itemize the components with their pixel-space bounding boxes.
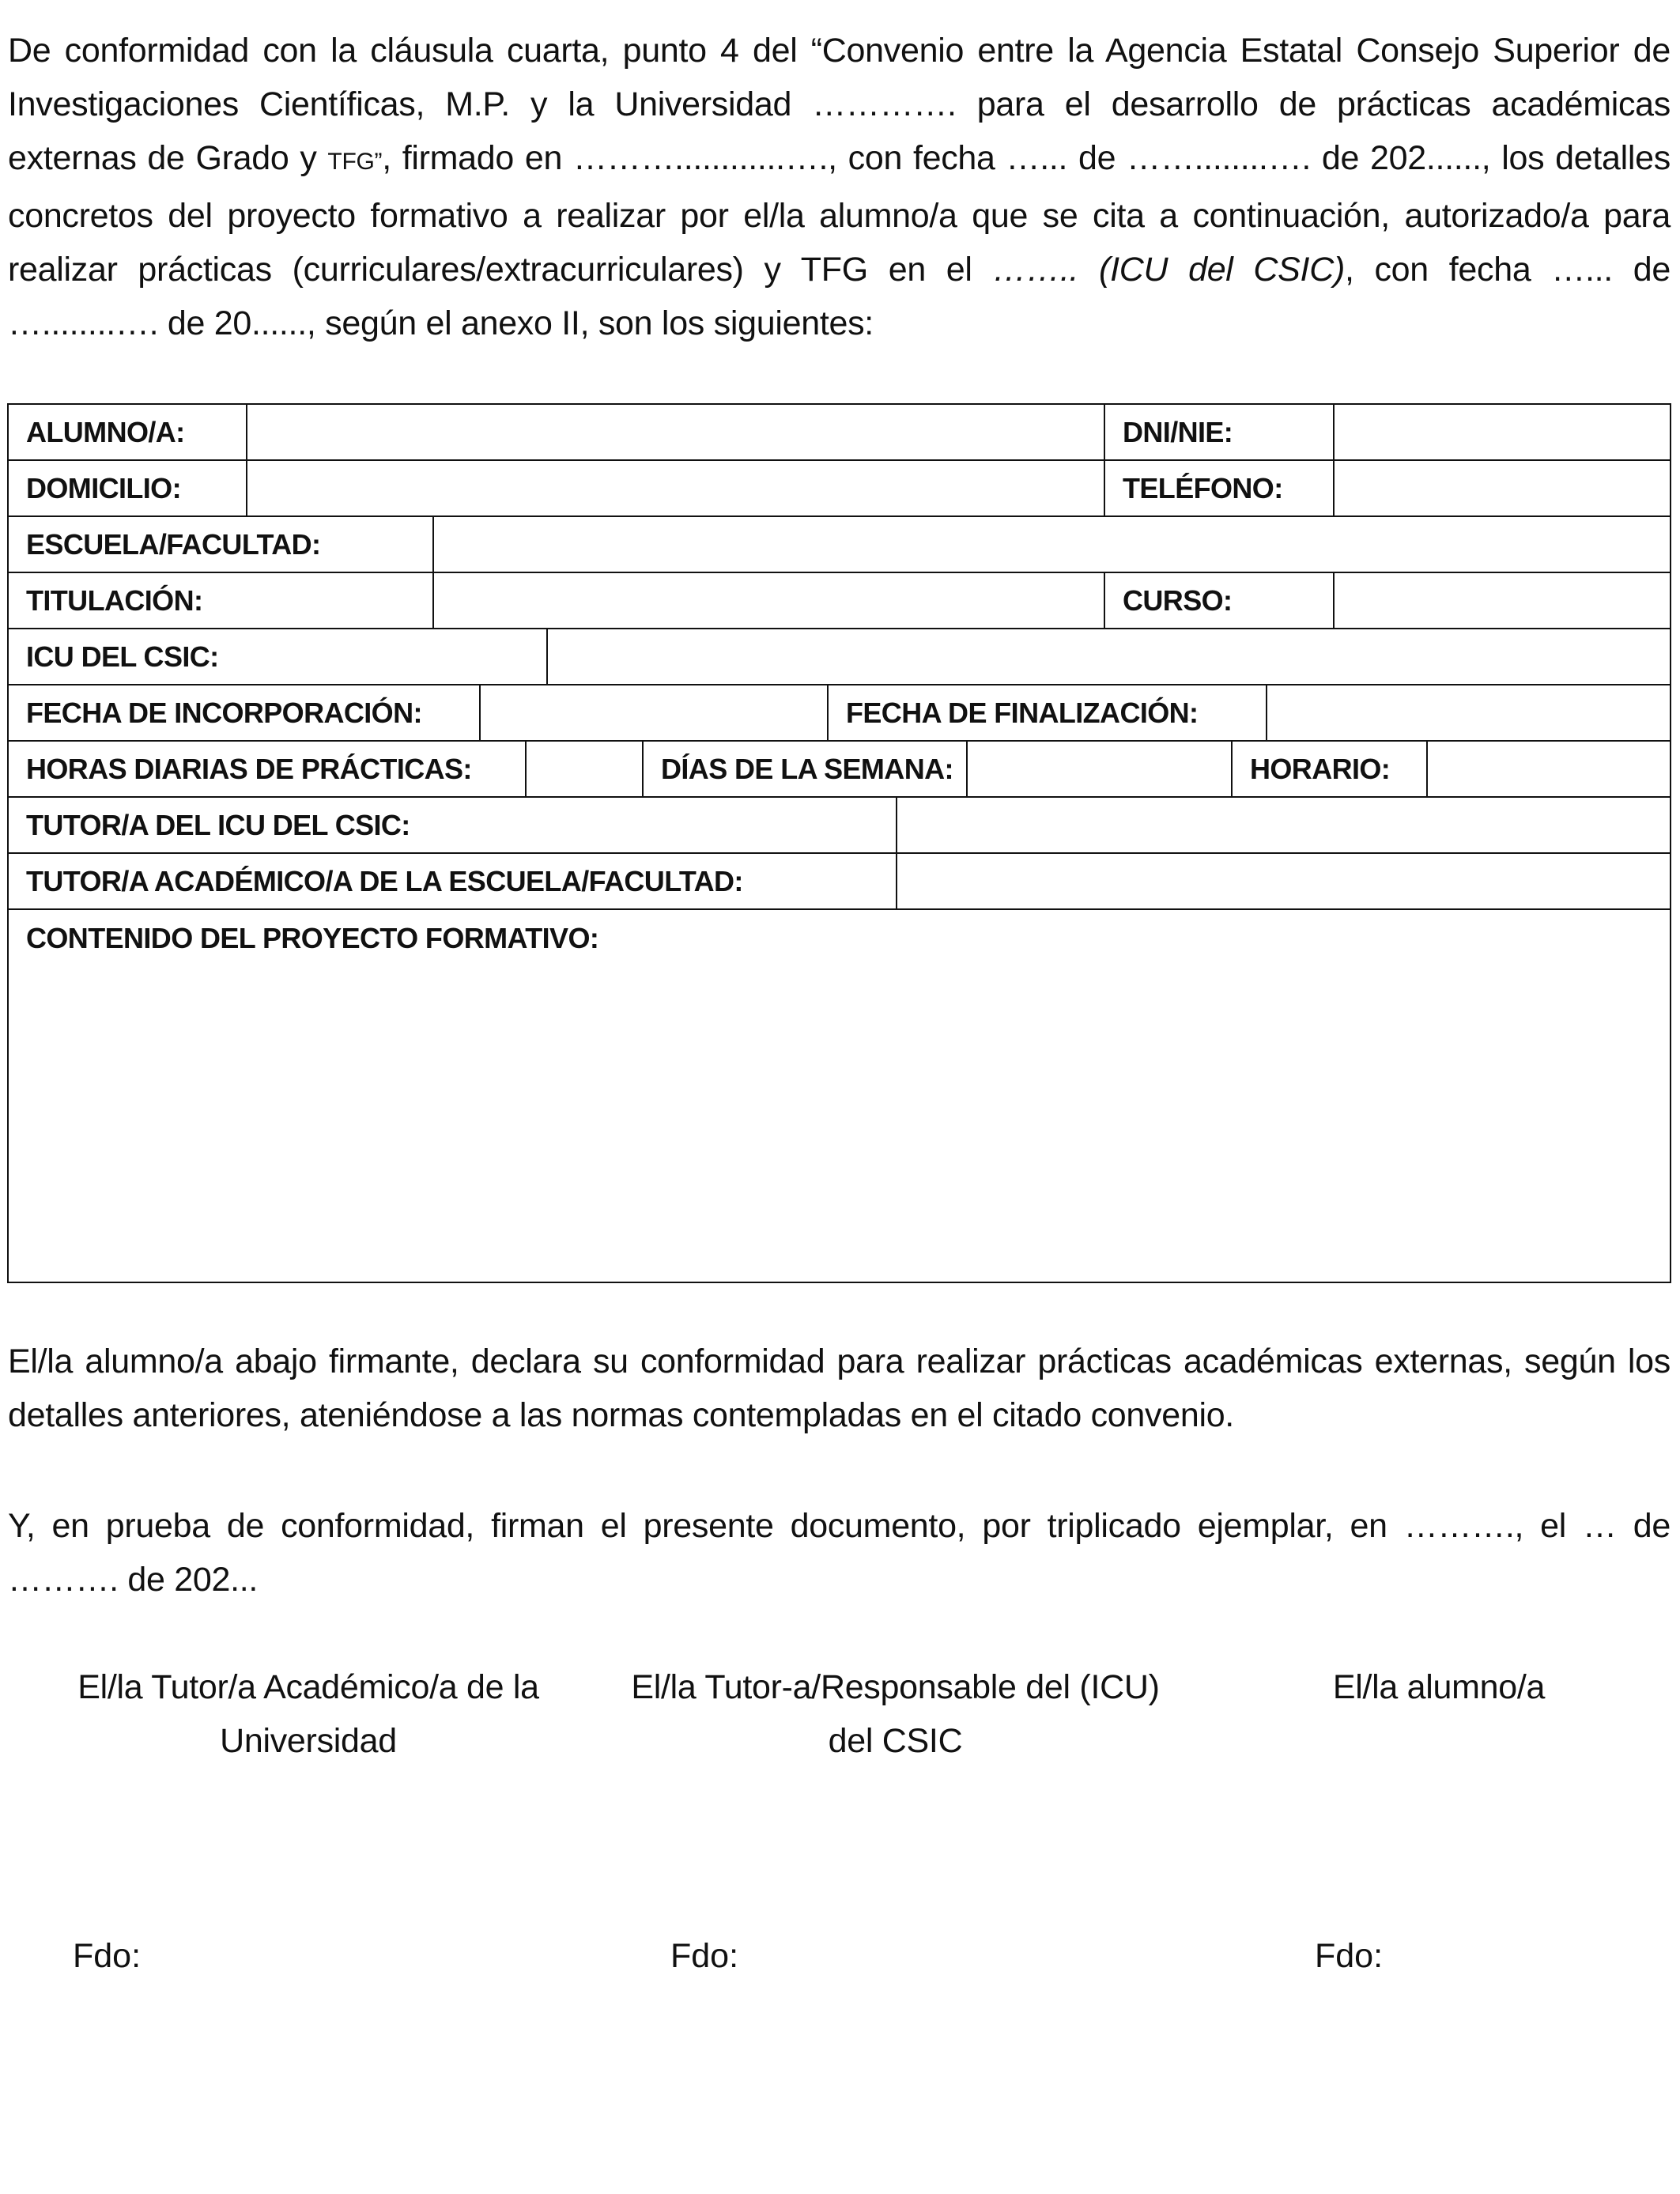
fdo-academic-tutor: Fdo: [73,1937,142,1975]
dni-field[interactable] [1333,405,1673,459]
icu-label: ICU DEL CSIC: [26,640,219,673]
fecha-finalizacion-label: FECHA DE FINALIZACIÓN: [846,696,1199,729]
dias-field[interactable] [966,742,1231,796]
alumno-label: ALUMNO/A: [26,415,185,448]
signature-academic-tutor [47,1660,569,1768]
fdo-student: Fdo: [1315,1937,1384,1975]
horas-field[interactable] [525,742,642,796]
curso-field[interactable] [1333,573,1673,628]
titulacion-label: TITULACIÓN: [26,583,203,617]
intro-tfg-text: TFG” [327,149,383,175]
contenido-label: CONTENIDO DEL PROYECTO FORMATIVO: [26,921,599,954]
tutor-academico-label: TUTOR/A ACADÉMICO/A DE LA ESCUELA/FACULTAD: [26,864,743,897]
academic-tutor-line2: Universidad [220,1722,397,1760]
dni-label: DNI/NIE: [1123,415,1233,448]
escuela-field[interactable] [432,517,1673,572]
tutor-icu-field[interactable] [896,798,1673,852]
row-fechas [9,685,1670,742]
icu-tutor-line2: del CSIC [828,1722,963,1760]
row-alumno [9,405,1670,461]
curso-label: CURSO: [1123,583,1233,617]
row-horario [9,742,1670,798]
telefono-field[interactable] [1333,461,1673,515]
declaration-paragraph: El/la alumno/a abajo firmante, declara su conformidad para realizar prácticas académicas externas, según los detalles anteriores, ateniéndose a las normas contempladas en el citado convenio. [8,1342,1671,1434]
row-icu [9,629,1670,685]
proof-paragraph: Y, en prueba de conformidad, firman el presente documento, por triplicado ejemplar, en ………., el … de ………. de 202... [8,1507,1671,1599]
academic-tutor-line1: El/la Tutor/a Académico/a de la [77,1668,539,1706]
alumno-field[interactable] [246,405,1104,459]
telefono-label: TELÉFONO: [1123,471,1283,504]
signature-icu-tutor [609,1660,1182,1768]
icu-field[interactable] [546,629,1673,684]
row-tutor-icu [9,798,1670,854]
training-project-form [7,403,1671,1283]
contenido-field[interactable] [9,910,1670,1282]
domicilio-label: DOMICILIO: [26,471,181,504]
dias-label: DÍAS DE LA SEMANA: [661,752,953,785]
row-domicilio [9,461,1670,517]
titulacion-field[interactable] [432,573,1104,628]
horas-label: HORAS DIARIAS DE PRÁCTICAS: [26,752,472,785]
fecha-finalizacion-field[interactable] [1266,685,1673,740]
escuela-label: ESCUELA/FACULTAD: [26,527,321,561]
intro-text: De conformidad con la cláusula cuarta, punto 4 del “Convenio entre la Agencia Estatal Consejo Superior de Investigaciones Científicas, M.P. y la Universidad …………. para el desarrollo de prácticas académicas externas de Grado y [8,32,1671,177]
fdo-icu-tutor: Fdo: [670,1937,739,1975]
horario-field[interactable] [1426,742,1673,796]
intro-icu-placeholder: …….. (ICU del CSIC) [992,251,1345,289]
student-line: El/la alumno/a [1332,1668,1546,1706]
row-tutor-academico [9,854,1670,910]
domicilio-field[interactable] [246,461,1104,515]
signature-student [1281,1660,1597,1714]
intro-text-end: , con fecha …... de …........…. de 20......, según el anexo II, son los siguientes: [8,251,1671,342]
intro-paragraph [8,24,1671,350]
tutor-academico-field[interactable] [896,854,1673,908]
row-titulacion [9,573,1670,629]
tutor-icu-label: TUTOR/A DEL ICU DEL CSIC: [26,808,410,841]
fecha-incorporacion-label: FECHA DE INCORPORACIÓN: [26,696,422,729]
fecha-incorporacion-field[interactable] [479,685,827,740]
horario-label: HORARIO: [1250,752,1391,785]
intro-text-cont: , firmado en ………............…., con fecha …... de ……........…. de 202......, los detalles concretos del proyecto formativo a realizar por el/la alumno/a que se cita a continuación, autorizado/a para realizar prácticas (curriculares/extracurriculares) y TFG en el [8,139,1671,289]
icu-tutor-line1: El/la Tutor-a/Responsable del (ICU) [631,1668,1160,1706]
row-escuela [9,517,1670,573]
